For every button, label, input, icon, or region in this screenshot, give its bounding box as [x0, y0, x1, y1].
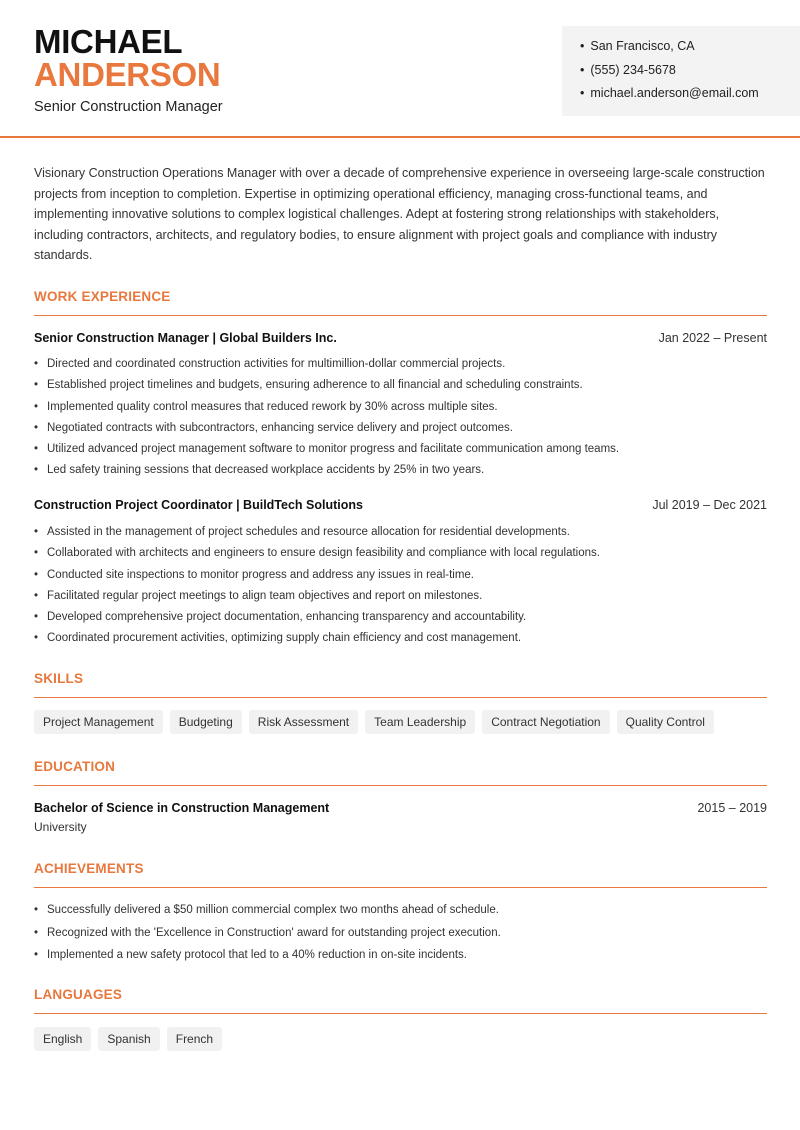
list-item: • Facilitated regular project meetings to align team objectives and report on milestones.: [34, 588, 774, 609]
resume-header: [0, 0, 800, 138]
job-role: Senior Construction Manager | Global Builders Inc.: [34, 331, 337, 345]
job-header: [34, 330, 767, 346]
language-tag: Spanish: [98, 1027, 159, 1051]
contact-box: [562, 26, 800, 116]
skill-tag: Risk Assessment: [249, 710, 358, 734]
language-tag: French: [167, 1027, 222, 1051]
section-title-work: WORK EXPERIENCE: [34, 289, 767, 316]
job-date: Jan 2022 – Present: [658, 331, 767, 345]
section-title-achievements: ACHIEVEMENTS: [34, 861, 767, 888]
section-title-skills: SKILLS: [34, 671, 767, 698]
list-item: • Conducted site inspections to monitor progress and address any issues in real-time.: [34, 567, 774, 588]
list-item: • Directed and coordinated construction activities for multimillion-dollar commercial projects.: [34, 356, 774, 377]
list-item: • Coordinated procurement activities, optimizing supply chain efficiency and cost management.: [34, 630, 774, 651]
school-name: University: [34, 820, 87, 834]
achievement-list: [34, 902, 774, 970]
list-item: • Led safety training sessions that decreased workplace accidents by 25% in two years.: [34, 462, 774, 483]
education-date: 2015 – 2019: [697, 801, 767, 815]
job-bullets: [34, 524, 774, 652]
section-title-languages: LANGUAGES: [34, 987, 767, 1014]
list-item: • Utilized advanced project management software to monitor progress and facilitate communication among teams.: [34, 441, 774, 462]
skill-tag: Budgeting: [170, 710, 242, 734]
list-item: • Established project timelines and budgets, ensuring adherence to all financial and scheduling constraints.: [34, 377, 774, 398]
first-name: MICHAEL: [34, 23, 183, 60]
contact-location: • San Francisco, CA: [580, 38, 759, 62]
section-title-education: EDUCATION: [34, 759, 767, 786]
list-item: • Implemented a new safety protocol that led to a 40% reduction in on-site incidents.: [34, 947, 774, 970]
language-tags: [34, 1027, 222, 1051]
list-item: • Negotiated contracts with subcontractors, enhancing service delivery and project outcomes.: [34, 420, 774, 441]
list-item: • Developed comprehensive project documentation, enhancing transparency and accountability.: [34, 609, 774, 630]
education-header: [34, 800, 767, 816]
list-item: • Implemented quality control measures that reduced rework by 30% across multiple sites.: [34, 399, 774, 420]
degree: Bachelor of Science in Construction Management: [34, 801, 330, 815]
skill-tag: Quality Control: [617, 710, 714, 734]
list-item: • Successfully delivered a $50 million commercial complex two months ahead of schedule.: [34, 902, 774, 925]
contact-list: [580, 38, 759, 109]
contact-email[interactable]: • michael.anderson@email.com: [580, 85, 759, 109]
list-item: • Collaborated with architects and engineers to ensure design feasibility and compliance with local regulations.: [34, 545, 774, 566]
skill-tag: Project Management: [34, 710, 163, 734]
job-role: Construction Project Coordinator | BuildTech Solutions: [34, 498, 363, 512]
contact-phone: • (555) 234-5678: [580, 62, 759, 86]
summary-paragraph: Visionary Construction Operations Manager with over a decade of comprehensive experience in overseeing large-scale construction projects from inception to completion. Expertise in optimizing operational efficiency, managing cross-functional teams, and implementing innovative solutions to complex logistical challenges. Adept at fostering strong relationships with stakeholders, including contractors, architects, and regulatory bodies, to ensure alignment with project goals and compliance with industry standards.: [34, 166, 765, 262]
skill-tag: Team Leadership: [365, 710, 475, 734]
last-name: ANDERSON: [34, 56, 221, 93]
language-tag: English: [34, 1027, 91, 1051]
job-date: Jul 2019 – Dec 2021: [652, 498, 767, 512]
list-item: • Recognized with the 'Excellence in Construction' award for outstanding project execution.: [34, 925, 774, 948]
job-header: [34, 497, 767, 513]
skill-tag: Contract Negotiation: [482, 710, 609, 734]
skills-tags: [34, 710, 714, 734]
list-item: • Assisted in the management of project schedules and resource allocation for residential developments.: [34, 524, 774, 545]
job-title: Senior Construction Manager: [34, 99, 223, 115]
job-bullets: [34, 356, 774, 484]
